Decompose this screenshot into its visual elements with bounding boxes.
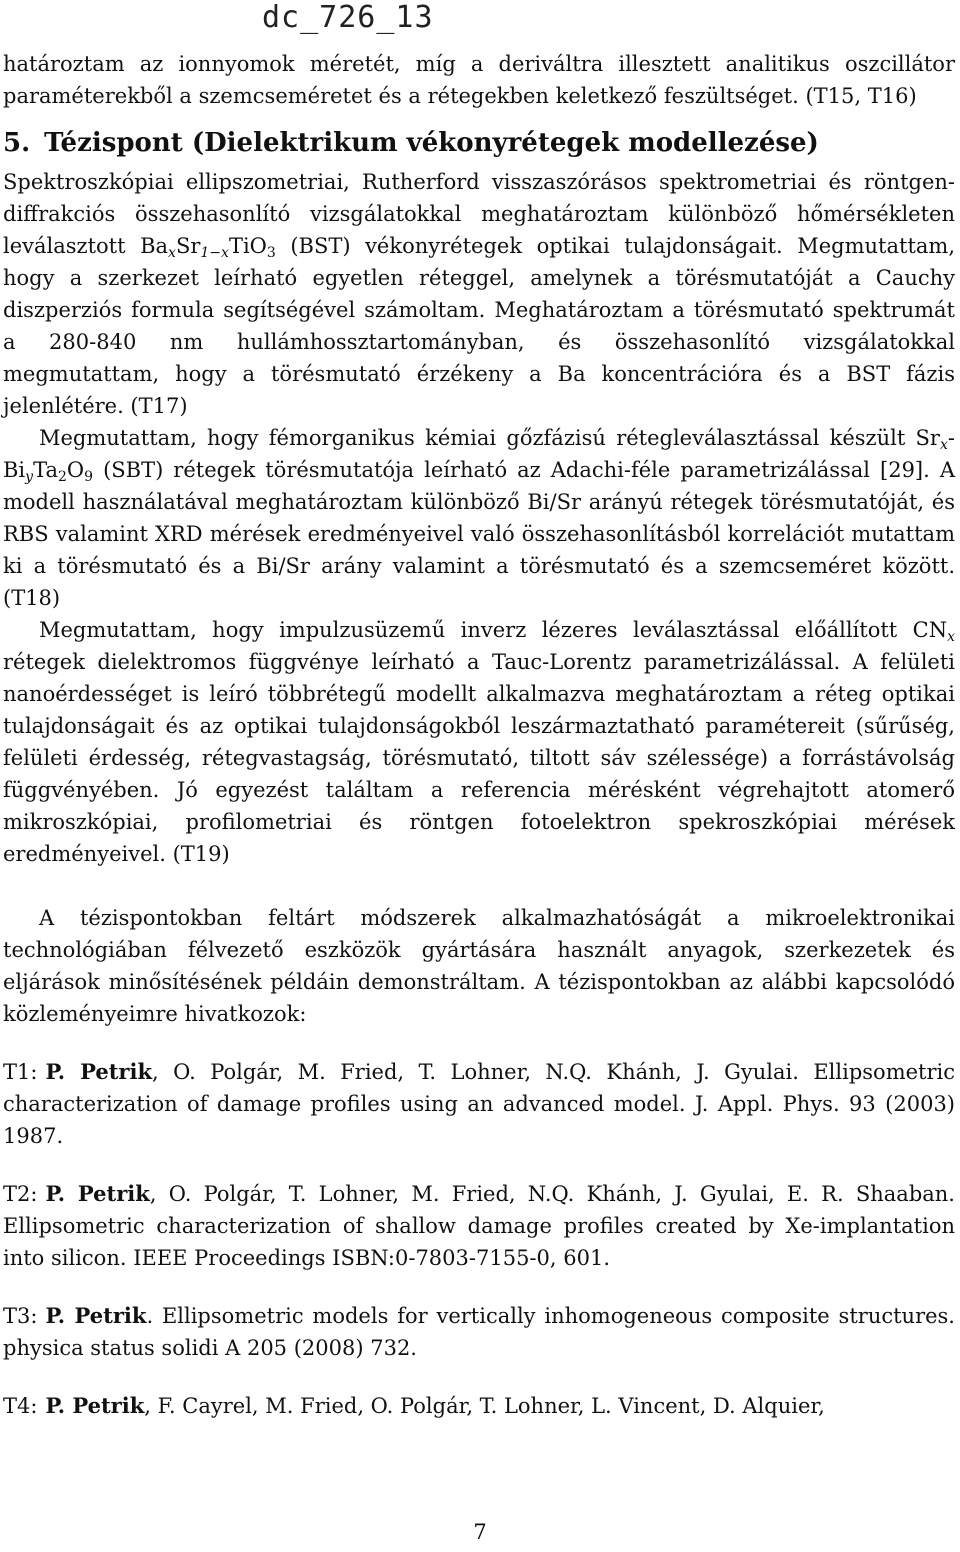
- p2-sub-2: 2: [57, 469, 67, 485]
- section-title: Tézispont (Dielektrikum vékonyrétegek modellezése): [44, 128, 819, 158]
- spacer: [3, 1030, 955, 1056]
- spacer: [3, 870, 955, 902]
- reference-label: T3:: [3, 1304, 38, 1328]
- section-heading: [3, 126, 955, 160]
- p3-text-after: rétegek dielektromos függvénye leírható a Tauc-Lorentz parametrizálással. A felületi nanoérdességet is leíró többrétegű modellt alkalmazva meghatároztam a réteg optikai tulajdonságait és az optikai tulajdonságokból leszármaztatható paramétereit (sűrűség, felületi érdesség, rétegvastagság, törésmutató, tiltott sáv szélessége) a forrástávolság függvényében. Jó egyezést találtam a referencia mérésként végrehajtott atomerő mikroszkópiai, profilometriai és röntgen fotoelektron spekroszkópiai mérések eredményeivel. (T19): [3, 650, 955, 866]
- document-body: [3, 48, 955, 1422]
- p1-text-after: (BST) vékonyrétegek optikai tulajdonságait. Megmutattam, hogy a szerkezet leírható egyetlen réteggel, amelynek a törésmutatóját a Cauchy diszperziós formula segítségével számoltam. Meghatároztam a törésmutató spektrumát a 280-840 nm hullámhossztartományban, és összehasonlító vizsgálatokkal megmutattam, hogy a törésmutató érzékeny a Ba koncentrációra és a BST fázis jelenlétére. (T17): [3, 234, 955, 418]
- reference-t2: [3, 1178, 955, 1274]
- paragraph-sbt: [3, 422, 955, 614]
- reference-text: . Ellipsometric models for vertically inhomogeneous composite structures. physica status solidi A 205 (2008) 732.: [3, 1304, 955, 1360]
- reference-text: , F. Cayrel, M. Fried, O. Polgár, T. Lohner, L. Vincent, D. Alquier,: [144, 1394, 825, 1418]
- reference-text: , O. Polgár, M. Fried, T. Lohner, N.Q. Khánh, J. Gyulai. Ellipsometric characterization of damage profiles using an advanced model. J. Appl. Phys. 93 (2003) 1987.: [3, 1060, 955, 1148]
- reference-label: T1:: [3, 1060, 38, 1084]
- reference-label: T2:: [3, 1182, 38, 1206]
- p2-sub-x: x: [939, 437, 948, 453]
- p3-text-before: Megmutattam, hogy impulzusüzemű inverz lézeres leválasztással előállított CN: [39, 618, 948, 642]
- p2-text-ta: Ta: [33, 458, 58, 482]
- p2-sub-9: 9: [84, 469, 94, 485]
- p1-sub-3: 3: [266, 245, 276, 261]
- reference-t4: [3, 1390, 955, 1422]
- spacer: [3, 1152, 955, 1178]
- spacer: [3, 1364, 955, 1390]
- document-id-header: dc_726_13: [262, 0, 434, 35]
- paragraph-summary: A tézispontokban feltárt módszerek alkalmazhatóságát a mikroelektronikai technológiában félvezető eszközök gyártására használt anyagok, szerkezetek és eljárások minősítésének példáin demonstráltam. A tézispontokban az alábbi kapcsolódó közleményeimre hivatkozok:: [3, 906, 955, 1026]
- reference-bold-author: P. Petrik: [45, 1059, 153, 1084]
- p2-text-o: O: [66, 458, 85, 482]
- intro-paragraph: határoztam az ionnyomok méretét, míg a deriváltra illesztett analitikus oszcillátor paraméterekből a szemcseméretet és a rétegekben keletkező feszültséget. (T15, T16): [3, 52, 955, 108]
- p3-sub-x: x: [947, 629, 955, 645]
- p1-text-sr: Sr: [175, 234, 201, 258]
- p1-sub-x: x: [168, 245, 176, 261]
- p1-text-before: Spektroszkópiai ellipszometriai, Rutherford visszaszórásos spektrometriai és röntgen-diffrakciós összehasonlító vizsgálatokkal meghatároztam különböző hőmérsékleten leválasztott Ba: [3, 170, 955, 258]
- p2-text-bi: -Bi: [3, 426, 955, 482]
- paragraph-bst: [3, 166, 955, 422]
- p2-text-before: Megmutattam, hogy fémorganikus kémiai gőzfázisú rétegleválasztással készült Sr: [39, 426, 940, 450]
- reference-t1: [3, 1056, 955, 1152]
- reference-bold-author: P. Petrik: [45, 1181, 150, 1206]
- reference-bold-author: P. Petrik: [45, 1303, 147, 1328]
- section-number: 5.: [3, 128, 31, 158]
- p2-sub-y: y: [25, 469, 34, 485]
- reference-label: T4:: [3, 1394, 38, 1418]
- spacer: [3, 1274, 955, 1300]
- reference-text: , O. Polgár, T. Lohner, M. Fried, N.Q. Khánh, J. Gyulai, E. R. Shaaban. Ellipsometric characterization of shallow damage profiles created by Xe-implantation into silicon. IEEE Proceedings ISBN:0-7803-7155-0, 601.: [3, 1182, 955, 1270]
- reference-t3: [3, 1300, 955, 1364]
- paragraph-cnx: [3, 614, 955, 870]
- reference-bold-author: P. Petrik: [45, 1393, 145, 1418]
- p1-sub-1mx: 1−x: [200, 245, 229, 261]
- p2-text-after: (SBT) rétegek törésmutatója leírható az Adachi-féle parametrizálással [29]. A modell használatával meghatároztam különböző Bi/Sr arányú rétegek törésmutatóját, és RBS valamint XRD mérések eredményeivel való összehasonlításból korrelációt mutattam ki a törésmutató és a Bi/Sr arány valamint a törésmutató és a szemcseméret között. (T18): [3, 458, 955, 610]
- p1-text-tio: TiO: [228, 234, 267, 258]
- page-number: 7: [473, 1520, 487, 1544]
